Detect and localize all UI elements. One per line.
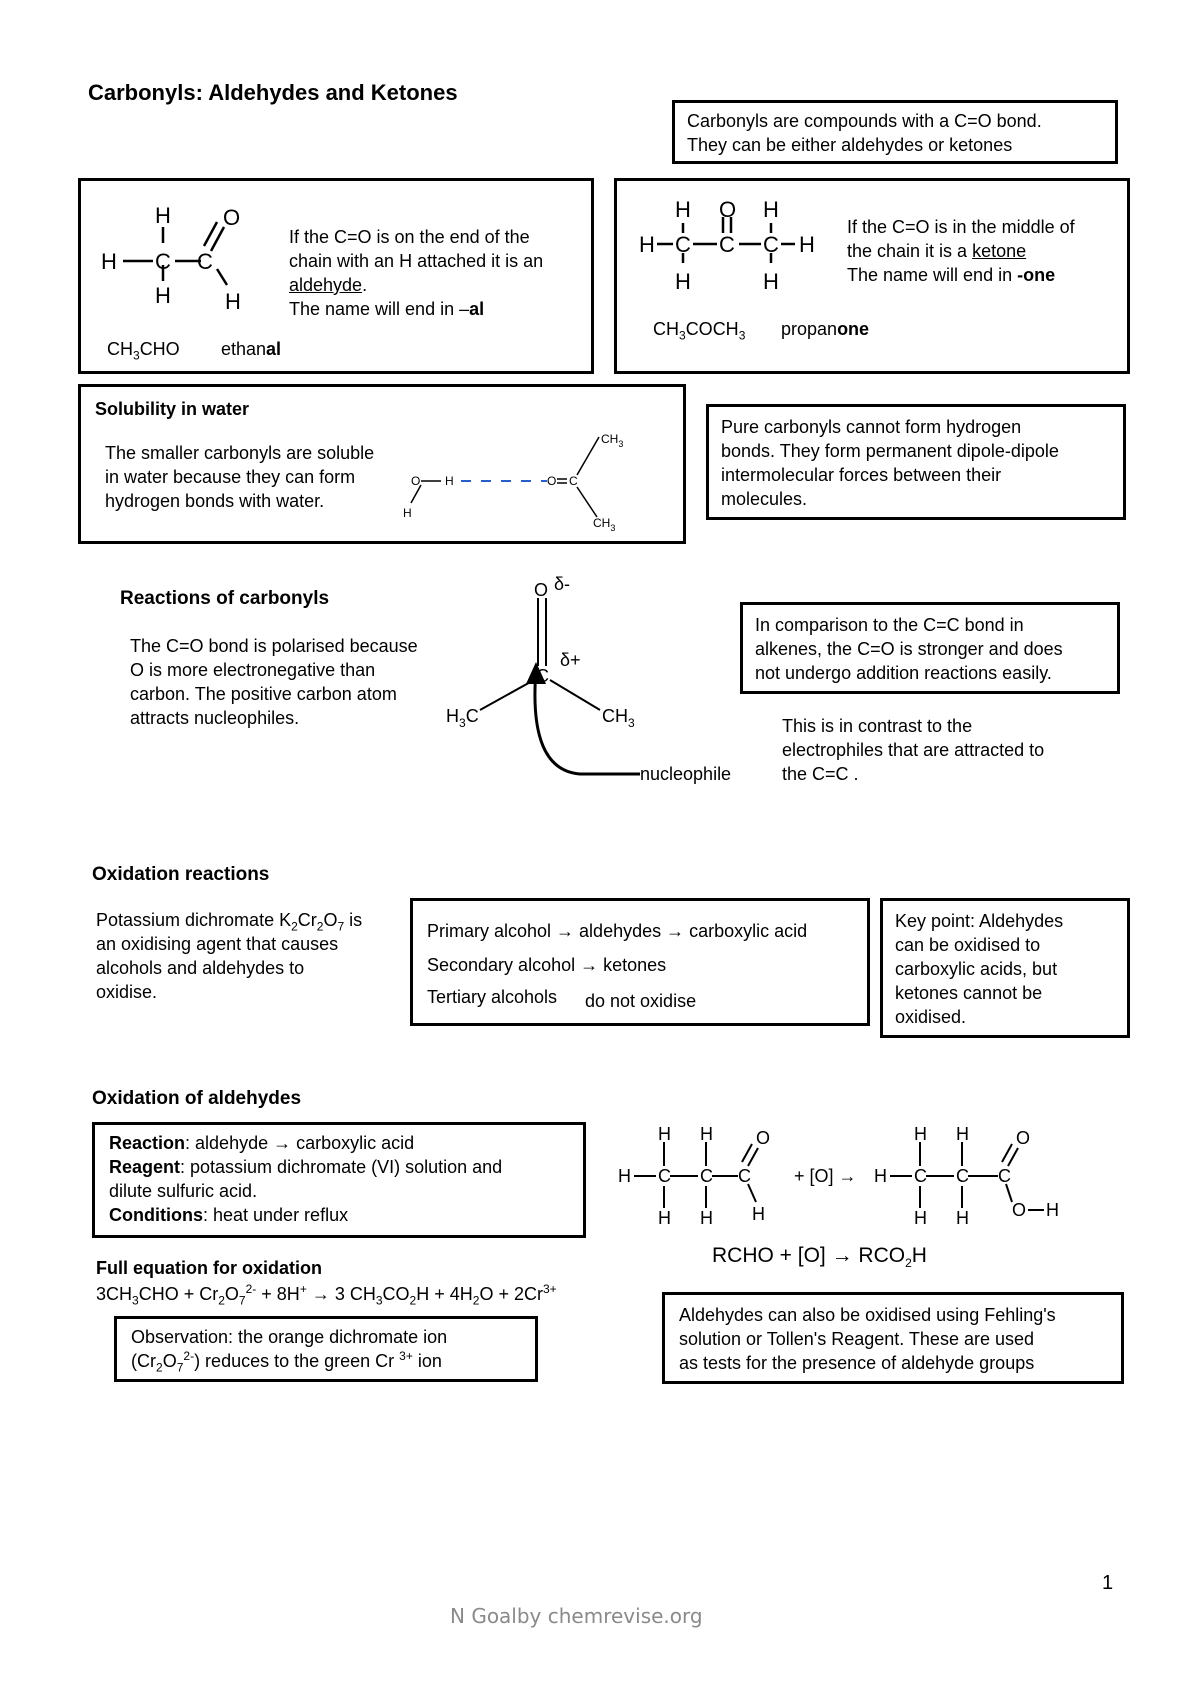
eq-p-h5: H bbox=[956, 1208, 969, 1228]
dichromate-line-3: alcohols and aldehydes to bbox=[96, 958, 305, 978]
atom-o: O bbox=[223, 205, 241, 230]
atom-c-1: C bbox=[155, 249, 171, 274]
key-line-5: oxidised. bbox=[895, 1007, 967, 1027]
formula-cho: CHO bbox=[139, 339, 180, 359]
eq-p-o1: O bbox=[1016, 1128, 1031, 1148]
ch3-sub: 3 bbox=[628, 716, 635, 730]
dichromate-line-2: an oxidising agent that causes bbox=[96, 934, 339, 954]
feq-s2: 2 bbox=[218, 1293, 225, 1308]
ketone-name-rule: The name will end in bbox=[847, 265, 1018, 285]
eq-p-h1: H bbox=[914, 1124, 927, 1144]
reactions-heading: Reactions of carbonyls bbox=[120, 588, 330, 609]
rcho-eq-sub: 2 bbox=[905, 1256, 912, 1271]
eq-plus-o: + [O] → bbox=[794, 1166, 857, 1186]
feq-p1: 3CH bbox=[96, 1284, 133, 1304]
h3c-sub: 3 bbox=[459, 716, 466, 730]
ethanal-stem: ethan bbox=[221, 339, 267, 359]
h-bond-water-o: O bbox=[411, 474, 421, 488]
carbonyl-o: O bbox=[534, 580, 549, 600]
k-formula-coch: COCH bbox=[685, 319, 739, 339]
h-bond-ch3-bottom-sub: 3 bbox=[610, 523, 616, 533]
carbonyl-c: C bbox=[536, 666, 549, 686]
dichromate-line-1 bbox=[96, 908, 362, 932]
k-atom-c3: C bbox=[763, 232, 779, 257]
feq-s4: 3 bbox=[375, 1293, 383, 1308]
obs-sup2: 3+ bbox=[399, 1349, 413, 1363]
aldehyde-term: aldehyde bbox=[289, 275, 363, 295]
ethanal-structure-diagram bbox=[81, 181, 281, 331]
propanone-stem: propan bbox=[781, 319, 838, 339]
solubility-line-3: hydrogen bonds with water. bbox=[105, 491, 325, 511]
reaction-row bbox=[109, 1131, 569, 1155]
eq-p-h4: H bbox=[914, 1208, 927, 1228]
eq-r-c2: C bbox=[700, 1166, 713, 1186]
h-bond-carbonyl-c: C bbox=[569, 474, 578, 488]
aldehyde-period: . bbox=[362, 275, 368, 295]
key-line-3: carboxylic acids, but bbox=[895, 959, 1058, 979]
fehling-line-3: as tests for the presence of aldehyde groups bbox=[679, 1353, 1035, 1373]
propanone-formula bbox=[653, 317, 745, 341]
footer-credit: N Goalby chemrevise.org bbox=[450, 1604, 703, 1628]
tertiary-alcohol-label: Tertiary alcohols bbox=[427, 987, 558, 1007]
k-atom-h5: H bbox=[675, 269, 691, 294]
aldehyde-box bbox=[78, 178, 594, 374]
aldehyde-desc-line-3 bbox=[289, 273, 543, 297]
dichromate-line-1a: Potassium dichromate K bbox=[96, 910, 292, 930]
ethanal-suffix: al bbox=[266, 339, 282, 359]
cr-symbol: Cr bbox=[297, 910, 317, 930]
atom-h-bottom: H bbox=[155, 283, 171, 308]
delta-plus: δ+ bbox=[560, 650, 581, 670]
k-atom-o: O bbox=[719, 197, 737, 222]
tertiary-alcohol-result: do not oxidise bbox=[585, 991, 697, 1011]
fehling-box bbox=[662, 1292, 1124, 1384]
reagent-row bbox=[109, 1155, 569, 1179]
obs-d: ion bbox=[412, 1351, 442, 1371]
eq-p-o2: O bbox=[1012, 1200, 1027, 1220]
intro-box bbox=[672, 100, 1118, 164]
k-atom-h3: H bbox=[639, 232, 655, 257]
aldehyde-oxidation-equation-diagram bbox=[608, 1110, 1128, 1240]
page-title: Carbonyls: Aldehydes and Ketones bbox=[88, 80, 458, 105]
feq-p8: O + 2Cr bbox=[479, 1284, 543, 1304]
eq-r-h1: H bbox=[658, 1124, 671, 1144]
k-atom-h2: H bbox=[763, 197, 779, 222]
aldehyde-oxidation-heading: Oxidation of aldehydes bbox=[92, 1088, 302, 1109]
feq-s1: 3 bbox=[132, 1293, 139, 1308]
h-bond-ch3-bottom-ch: CH bbox=[593, 516, 611, 530]
secondary-alcohol-row: Secondary alcohol → ketones bbox=[427, 955, 667, 975]
propanone-suffix: one bbox=[837, 319, 870, 339]
aldehyde-desc-line-2: chain with an H attached it is an bbox=[289, 251, 544, 271]
dichromate-line-4: oxidise. bbox=[96, 982, 158, 1002]
formula-sub: 3 bbox=[133, 348, 140, 363]
atom-h-left: H bbox=[101, 249, 117, 274]
full-equation bbox=[96, 1282, 557, 1306]
key-line-1: Key point: Aldehydes bbox=[895, 911, 1064, 931]
oxidation-heading: Oxidation reactions bbox=[92, 864, 270, 885]
eq-p-h2: H bbox=[956, 1124, 969, 1144]
k-atom-c1: C bbox=[675, 232, 691, 257]
eq-r-c3: C bbox=[738, 1166, 751, 1186]
ketone-desc-line-3 bbox=[847, 263, 1075, 287]
observation-line-2 bbox=[131, 1349, 521, 1373]
k-formula-sub1: 3 bbox=[679, 328, 686, 343]
contrast-note bbox=[782, 714, 1044, 786]
feq-p7: H + 4H bbox=[416, 1284, 473, 1304]
ch3-ch: CH bbox=[602, 706, 628, 726]
key-line-4: ketones cannot be bbox=[895, 983, 1043, 1003]
h-bond-ch3-top bbox=[601, 432, 623, 449]
eq-r-c1: C bbox=[658, 1166, 671, 1186]
obs-c: ) reduces to the green Cr bbox=[194, 1351, 400, 1371]
reactions-line-1: The C=O bond is polarised because bbox=[130, 636, 418, 656]
feq-sup3: 3+ bbox=[542, 1282, 557, 1296]
eq-r-h6: H bbox=[752, 1204, 765, 1224]
h-bond-water-h2: H bbox=[445, 474, 454, 488]
feq-p2: CHO + Cr bbox=[138, 1284, 219, 1304]
h-bond-ch3-bottom bbox=[593, 516, 615, 533]
observation-box bbox=[114, 1316, 538, 1382]
ch3-group bbox=[602, 706, 635, 730]
reactions-line-2: O is more electronegative than bbox=[130, 660, 376, 680]
reaction-label: Reaction bbox=[109, 1133, 186, 1153]
comparison-box bbox=[740, 602, 1120, 694]
obs-a: (Cr bbox=[131, 1351, 156, 1371]
aldehyde-desc-line-1: If the C=O is on the end of the bbox=[289, 227, 530, 247]
fehling-line-1: Aldehydes can also be oxidised using Fehling's bbox=[679, 1305, 1056, 1325]
feq-s3: 7 bbox=[238, 1293, 246, 1308]
conditions-text: : heat under reflux bbox=[202, 1205, 349, 1225]
ketone-desc-line-2 bbox=[847, 239, 1075, 263]
eq-r-h5: H bbox=[700, 1208, 713, 1228]
o7-sub: 7 bbox=[337, 919, 345, 934]
atom-h-aldehyde: H bbox=[225, 289, 241, 314]
observation-line-1: Observation: the orange dichromate ion bbox=[131, 1327, 448, 1347]
ketone-suffix: -one bbox=[1017, 265, 1056, 285]
k-atom-h4: H bbox=[799, 232, 815, 257]
obs-sup1: 2- bbox=[183, 1349, 195, 1363]
eq-p-h3: H bbox=[874, 1166, 887, 1186]
key-line-2: can be oxidised to bbox=[895, 935, 1041, 955]
h3c-c: C bbox=[465, 706, 479, 726]
h3c-group bbox=[446, 706, 479, 730]
solubility-heading: Solubility in water bbox=[95, 399, 250, 419]
reactions-line-3: carbon. The positive carbon atom bbox=[130, 684, 397, 704]
eq-r-h2: H bbox=[700, 1124, 713, 1144]
h-bond-ch3-top-ch: CH bbox=[601, 432, 619, 446]
comparison-line-1: In comparison to the C=C bond in bbox=[755, 615, 1024, 635]
contrast-line-2: electrophiles that are attracted to bbox=[782, 740, 1045, 760]
formula-ch: CH bbox=[107, 339, 133, 359]
ketone-desc-line-2a: the chain it is a bbox=[847, 241, 973, 261]
feq-s5: 2 bbox=[409, 1293, 417, 1308]
o-symbol: O bbox=[323, 910, 338, 930]
aldehyde-desc-line-4 bbox=[289, 297, 543, 321]
dichromate-text bbox=[96, 908, 362, 1004]
aldehyde-description bbox=[289, 225, 543, 321]
feq-p5: → 3 CH bbox=[306, 1284, 376, 1304]
solubility-box bbox=[78, 384, 686, 544]
pure-carbonyls-box bbox=[706, 404, 1126, 520]
h-bond-carbonyl-o: O bbox=[547, 474, 557, 488]
pure-line-1: Pure carbonyls cannot form hydrogen bbox=[721, 417, 1022, 437]
reactions-text bbox=[130, 634, 418, 730]
feq-sup1: 2- bbox=[245, 1282, 257, 1296]
obs-s1: 2 bbox=[156, 1360, 163, 1375]
solubility-line-2: in water because they can form bbox=[105, 467, 356, 487]
k-formula-sub2: 3 bbox=[738, 328, 746, 343]
intro-line-1: Carbonyls are compounds with a C=O bond. bbox=[687, 111, 1042, 131]
cr2-sub: 2 bbox=[316, 919, 324, 934]
h3c-h: H bbox=[446, 706, 459, 726]
feq-sup2: + bbox=[299, 1282, 307, 1296]
primary-alcohol-row: Primary alcohol → aldehydes → carboxylic acid bbox=[427, 921, 808, 941]
k-atom-h6: H bbox=[763, 269, 779, 294]
eq-p-c3: C bbox=[998, 1166, 1011, 1186]
comparison-line-3: not undergo addition reactions easily. bbox=[755, 663, 1052, 683]
pure-line-2: bonds. They form permanent dipole-dipole bbox=[721, 441, 1059, 461]
ketone-desc-line-1: If the C=O is in the middle of bbox=[847, 217, 1075, 237]
delta-minus: δ- bbox=[554, 574, 571, 594]
reagent-text: : potassium dichromate (VI) solution and bbox=[180, 1157, 503, 1177]
h-bond-ch3-top-sub: 3 bbox=[618, 439, 624, 449]
solubility-line-1: The smaller carbonyls are soluble bbox=[105, 443, 375, 463]
key-point-box bbox=[880, 898, 1130, 1038]
atom-c-2: C bbox=[197, 249, 213, 274]
reaction-text: : aldehyde → carboxylic acid bbox=[185, 1133, 415, 1153]
reaction-conditions-box bbox=[92, 1122, 586, 1238]
ketone-box bbox=[614, 178, 1130, 374]
aldehyde-name-rule: The name will end in – bbox=[289, 299, 470, 319]
h-bond-water-h1: H bbox=[403, 506, 412, 520]
dichromate-line-1b: is bbox=[344, 910, 363, 930]
feq-p6: CO bbox=[382, 1284, 410, 1304]
reagent-row-2: dilute sulfuric acid. bbox=[109, 1181, 258, 1201]
eq-r-o: O bbox=[756, 1128, 771, 1148]
k-atom-c2: C bbox=[719, 232, 735, 257]
feq-s6: 2 bbox=[472, 1293, 480, 1308]
comparison-line-2: alkenes, the C=O is stronger and does bbox=[755, 639, 1063, 659]
atom-h-top: H bbox=[155, 203, 171, 228]
rcho-eq-a: RCHO + [O] → RCO bbox=[712, 1244, 906, 1267]
propanone-name bbox=[781, 317, 869, 341]
hydrogen-bond-diagram bbox=[403, 387, 671, 533]
k-formula-ch: CH bbox=[653, 319, 679, 339]
contrast-line-3: the C=C . bbox=[782, 764, 859, 784]
feq-p4: + 8H bbox=[256, 1284, 300, 1304]
pure-line-3: intermolecular forces between their bbox=[721, 465, 1002, 485]
nucleophile-label: nucleophile bbox=[640, 764, 732, 784]
full-equation-heading: Full equation for oxidation bbox=[96, 1258, 322, 1278]
eq-r-h3: H bbox=[618, 1166, 631, 1186]
obs-b: O bbox=[162, 1351, 177, 1371]
eq-p-h6: H bbox=[1046, 1200, 1059, 1220]
alcohol-oxidation-box bbox=[410, 898, 870, 1026]
ethanal-name bbox=[221, 337, 281, 361]
intro-line-2: They can be either aldehydes or ketones bbox=[687, 135, 1013, 155]
eq-p-c2: C bbox=[956, 1166, 969, 1186]
general-oxidation-equation bbox=[712, 1244, 927, 1271]
reagent-label: Reagent bbox=[109, 1157, 181, 1177]
propanone-structure-diagram bbox=[617, 181, 837, 331]
solubility-text bbox=[105, 441, 374, 513]
conditions-label: Conditions bbox=[109, 1205, 203, 1225]
polarised-carbonyl-diagram bbox=[440, 570, 760, 790]
obs-s2: 7 bbox=[176, 1360, 184, 1375]
feq-p3: O bbox=[224, 1284, 239, 1304]
k2-sub: 2 bbox=[291, 919, 298, 934]
aldehyde-suffix: al bbox=[469, 299, 485, 319]
ketone-description bbox=[847, 215, 1075, 287]
ketone-term: ketone bbox=[972, 241, 1027, 261]
ethanal-formula bbox=[107, 337, 180, 361]
fehling-line-2: solution or Tollen's Reagent. These are used bbox=[679, 1329, 1034, 1349]
contrast-line-1: This is in contrast to the bbox=[782, 716, 973, 736]
eq-p-c1: C bbox=[914, 1166, 927, 1186]
page-number: 1 bbox=[1102, 1572, 1114, 1594]
rcho-eq-b: H bbox=[911, 1244, 927, 1267]
conditions-row bbox=[109, 1203, 569, 1227]
reactions-line-4: attracts nucleophiles. bbox=[130, 708, 300, 728]
eq-r-h4: H bbox=[658, 1208, 671, 1228]
k-atom-h1: H bbox=[675, 197, 691, 222]
pure-line-4: molecules. bbox=[721, 489, 808, 509]
